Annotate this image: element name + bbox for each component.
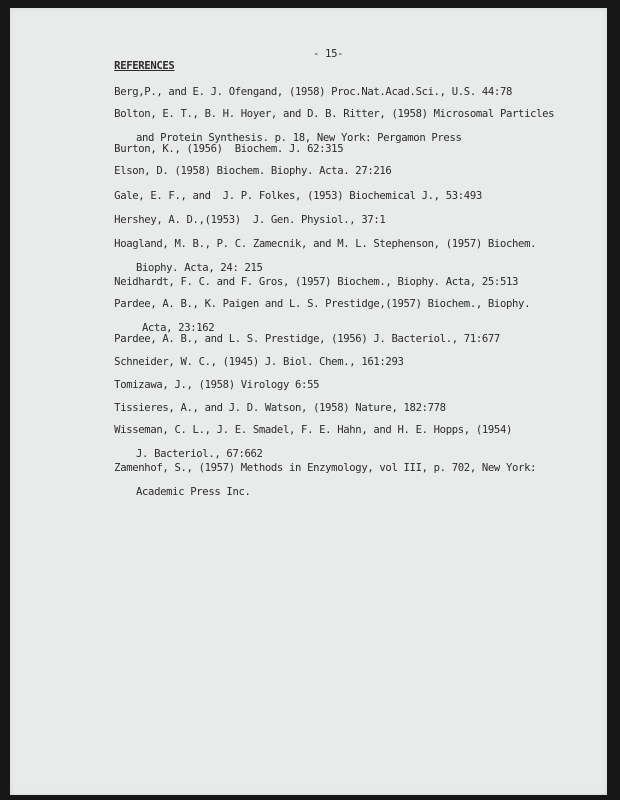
page-number: - 15- [313, 48, 344, 60]
reference-line: Zamenhof, S., (1957) Methods in Enzymology, vol III, p. 702, New York: [114, 462, 537, 474]
reference-line: Tomizawa, J., (1958) Virology 6:55 [114, 379, 320, 391]
reference-line: Tissieres, A., and J. D. Watson, (1958) Nature, 182:778 [114, 402, 446, 414]
reference-entry [78, 450, 536, 522]
reference-line: Wisseman, C. L., J. E. Smadel, F. E. Hahn, and H. E. Hopps, (1954) [114, 424, 513, 436]
reference-line: Berg,P., and E. J. Ofengand, (1958) Proc.Nat.Acad.Sci., U.S. 44:78 [114, 86, 513, 98]
reference-line: Hershey, A. D.,(1953) J. Gen. Physiol., 37:1 [114, 214, 386, 226]
reference-continuation-line: Biophy. Acta, 24: 215 [136, 262, 263, 274]
reference-continuation-line: J. Bacteriol., 67:662 [136, 448, 263, 460]
reference-continuation-line: Acta, 23:162 [142, 322, 215, 334]
reference-line: Burton, K., (1956) Biochem. J. 62:315 [114, 143, 344, 155]
reference-line: Pardee, A. B., and L. S. Prestidge, (1956) J. Bacteriol., 71:677 [114, 333, 500, 345]
reference-line: Elson, D. (1958) Biochem. Biophy. Acta. 27:216 [114, 165, 392, 177]
heading-title: REFERENCES [114, 60, 175, 72]
reference-continuation-line: and Protein Synthesis. p. 18, New York: Pergamon Press [136, 132, 462, 144]
reference-continuation-line: Academic Press Inc. [136, 486, 251, 498]
reference-line: Pardee, A. B., K. Paigen and L. S. Prestidge,(1957) Biochem., Biophy. [114, 298, 531, 310]
reference-line: Bolton, E. T., B. H. Hoyer, and D. B. Ritter, (1958) Microsomal Particles [114, 108, 555, 120]
reference-line: Hoagland, M. B., P. C. Zamecnik, and M. L. Stephenson, (1957) Biochem. [114, 238, 537, 250]
reference-line: Neidhardt, F. C. and F. Gros, (1957) Biochem., Biophy. Acta, 25:513 [114, 276, 519, 288]
reference-line: Schneider, W. C., (1945) J. Biol. Chem., 161:293 [114, 356, 404, 368]
reference-line: Gale, E. F., and J. P. Folkes, (1953) Biochemical J., 53:493 [114, 190, 482, 202]
typewritten-page [10, 8, 607, 795]
